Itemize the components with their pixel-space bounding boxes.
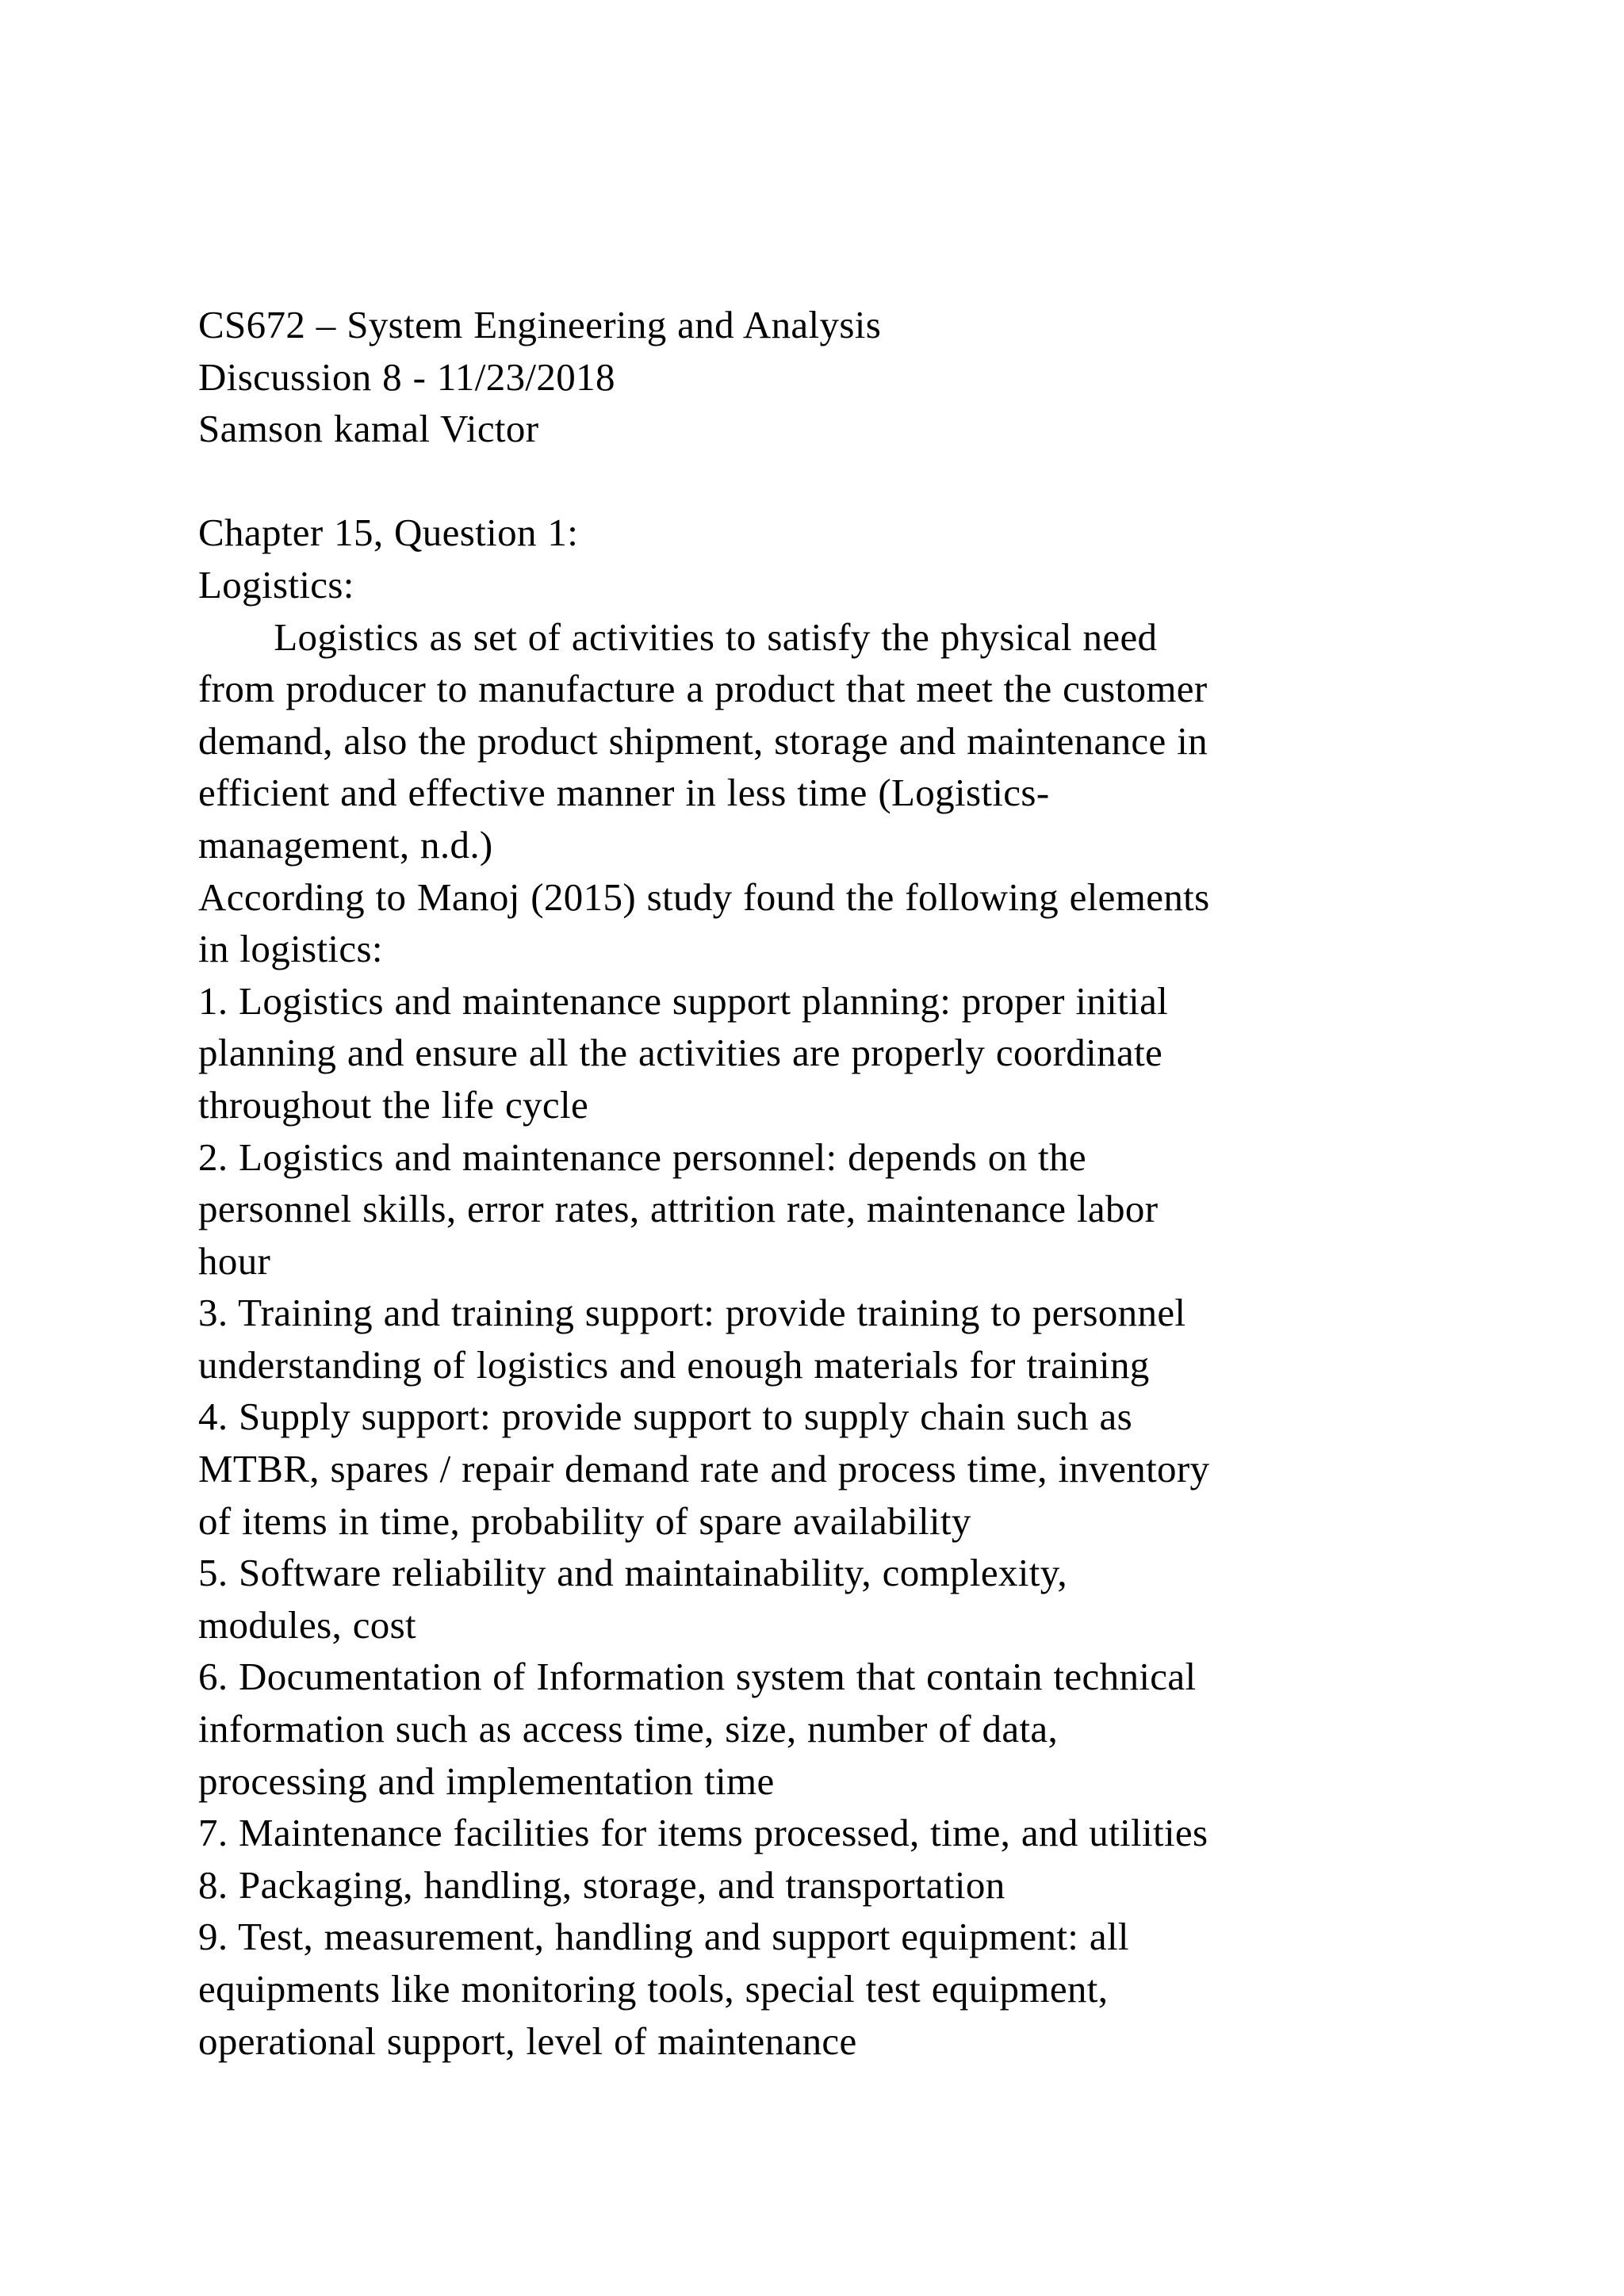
list-item — [198, 975, 1515, 1131]
list-item-line: 7. Maintenance facilities for items processed, time, and utilities — [198, 1811, 1208, 1855]
list-item-line: personnel skills, error rates, attrition rate, maintenance labor — [198, 1187, 1159, 1231]
list-item-line: 6. Documentation of Information system that contain technical — [198, 1655, 1197, 1699]
list-item-line: MTBR, spares / repair demand rate and process time, inventory — [198, 1447, 1210, 1491]
discussion-date: Discussion 8 - 11/23/2018 — [198, 354, 615, 399]
list-item-line: hour — [198, 1238, 271, 1283]
list-item-line: processing and implementation time — [198, 1758, 775, 1803]
course-title: CS672 – System Engineering and Analysis — [198, 303, 882, 346]
list-item — [198, 1807, 1515, 1859]
list-item-line: equipments like monitoring tools, special test equipment, — [198, 1967, 1109, 2011]
list-item — [198, 1911, 1515, 2067]
list-item-line: modules, cost — [198, 1602, 417, 1647]
paragraph-line: Logistics as set of activities to satisfy the physical need — [198, 614, 1158, 659]
paragraph-line: from producer to manufacture a product that meet the customer — [198, 667, 1208, 711]
list-item-line: information such as access time, size, number of data, — [198, 1707, 1059, 1751]
list-item — [198, 1391, 1515, 1547]
list-item — [198, 1287, 1515, 1391]
chapter-question-heading: Chapter 15, Question 1: — [198, 511, 579, 555]
list-item-line: understanding of logistics and enough materials for training — [198, 1342, 1150, 1387]
paragraph-line: According to Manoj (2015) study found the following elements — [198, 874, 1210, 919]
blank-line — [198, 455, 1515, 507]
list-item-line: planning and ensure all the activities are properly coordinate — [198, 1031, 1163, 1075]
topic-heading: Logistics: — [198, 562, 354, 607]
list-item-line: of items in time, probability of spare availability — [198, 1498, 971, 1543]
list-item-line: 1. Logistics and maintenance support planning: proper initial — [198, 978, 1169, 1023]
list-item — [198, 1859, 1515, 1911]
elements-list — [198, 975, 1515, 2067]
paragraph-line: demand, also the product shipment, storage and maintenance in — [198, 718, 1208, 763]
list-item-line: operational support, level of maintenance — [198, 2019, 857, 2063]
paragraph-line: efficient and effective manner in less time (Logistics- — [198, 771, 1050, 815]
paragraph-line: management, n.d.) — [198, 822, 493, 867]
list-item-line: 2. Logistics and maintenance personnel: depends on the — [198, 1135, 1086, 1179]
definition-paragraph — [198, 611, 1515, 871]
list-item — [198, 1651, 1515, 1807]
list-item-line: 8. Packaging, handling, storage, and transportation — [198, 1862, 1005, 1907]
document-body — [198, 299, 1515, 2067]
intro-paragraph — [198, 871, 1515, 975]
list-item-line: throughout the life cycle — [198, 1082, 589, 1127]
list-item-line: 5. Software reliability and maintainability, complexity, — [198, 1551, 1067, 1595]
author-name: Samson kamal Victor — [198, 407, 539, 451]
list-item — [198, 1131, 1515, 1288]
list-item-line: 3. Training and training support: provide training to personnel — [198, 1291, 1186, 1335]
paragraph-line: in logistics: — [198, 927, 383, 971]
list-item-line: 9. Test, measurement, handling and support equipment: all — [198, 1915, 1129, 1959]
list-item-line: 4. Supply support: provide support to supply chain such as — [198, 1395, 1133, 1439]
list-item — [198, 1547, 1515, 1651]
